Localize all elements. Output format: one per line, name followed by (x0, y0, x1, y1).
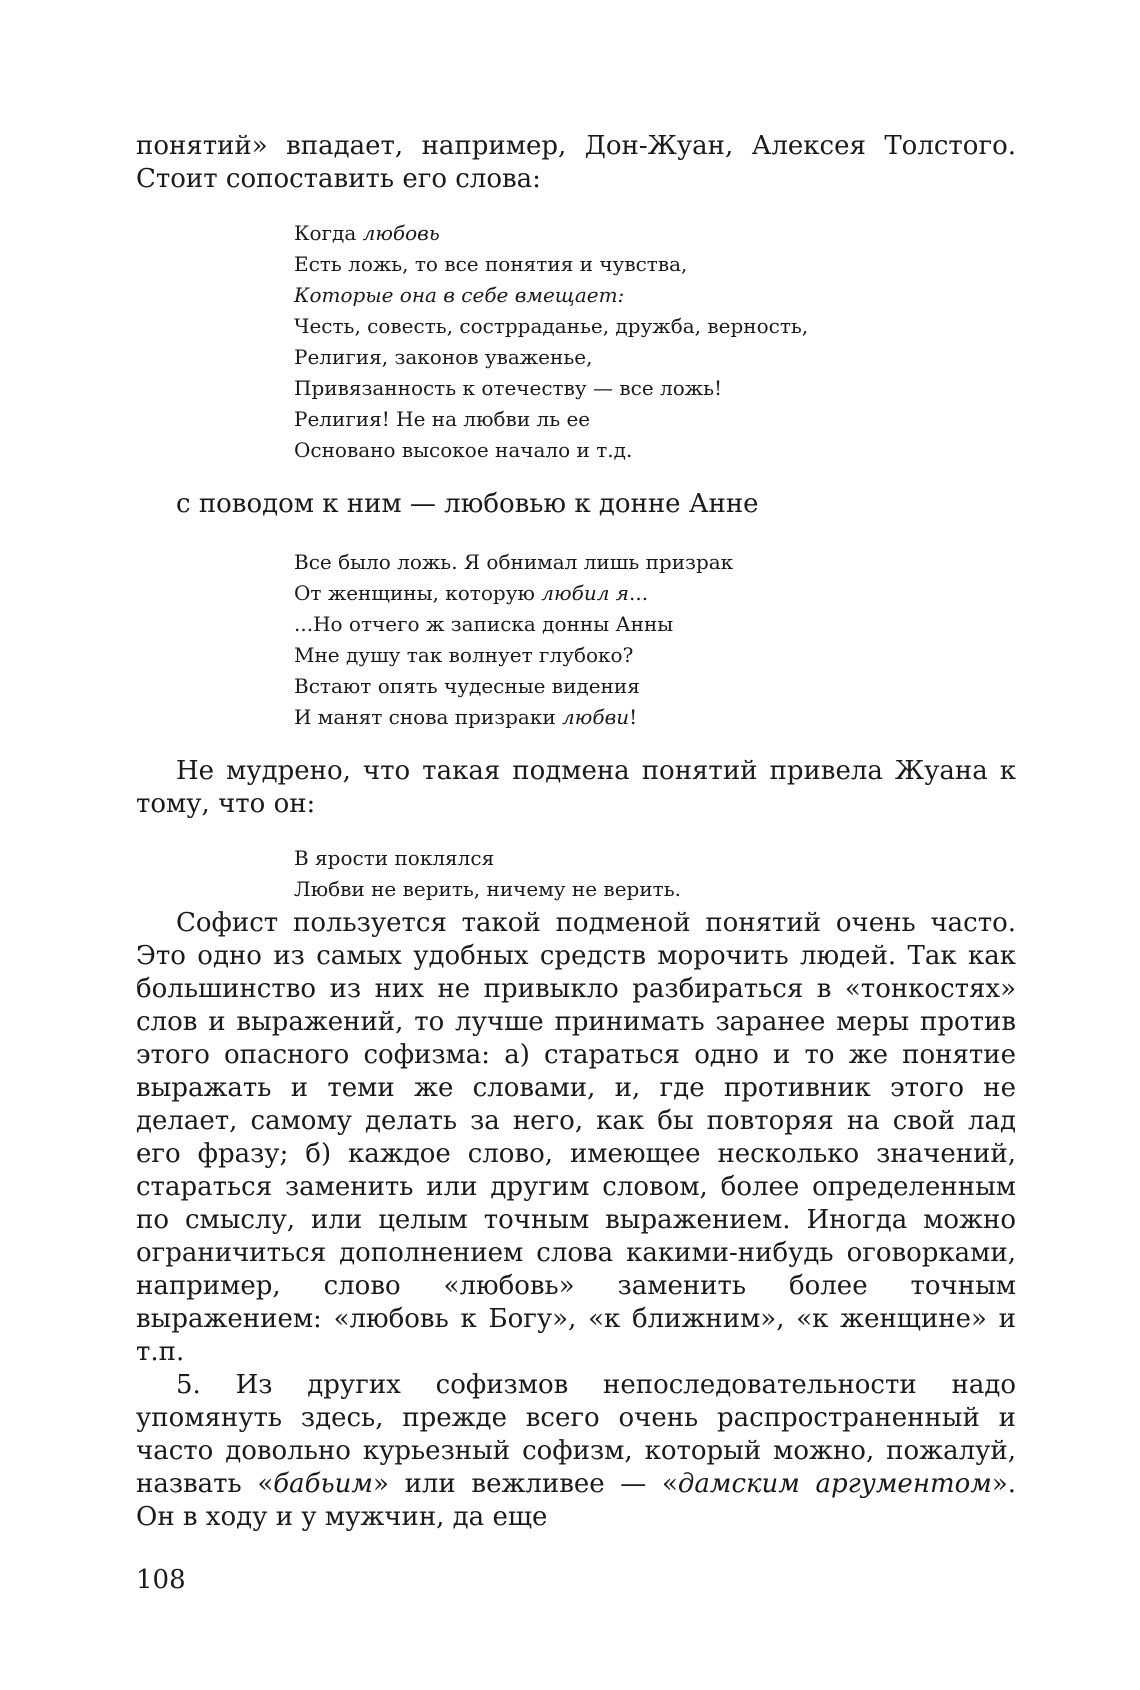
verse-line-run: ...Но отчего ж записка донны Анны (294, 612, 674, 636)
paragraph-3: Софист пользуется такой подменой понятий очень часто. Это одно из самых удобных средств морочить людей. Так как большинство из них не привыкло разбираться в «тонкостях» слов и выражений, то лучше принимать заранее меры против этого опасного софизма: а) стараться одно и то же понятие выражать и теми же словами, и, где противник этого не делает, самому делать за него, как бы повторяя на свой лад его фразу; б) каждое слово, имеющее несколько значений, стараться заменить или другим словом, более определенным по смыслу, или целым точным выражением. Иногда можно ограничиться дополнением слова какими-нибудь оговорками, например, слово «любовь» заменить более точным выражением: «любовь к Богу», «к ближним», «к женщине» и т.п. (136, 908, 1016, 1367)
verse-line (294, 342, 1016, 373)
paragraph-4-run: бабьим (273, 1469, 373, 1499)
verse-line-run: любви (562, 705, 630, 729)
paragraph-4-run: ». Он в ходу и у мужчин, да еще (136, 1469, 1016, 1532)
paragraph-4-run: » или вежливее — « (372, 1469, 678, 1499)
verse-line (294, 843, 1016, 874)
verse-line-run: Которые она в себе вмещает: (294, 283, 625, 307)
transition-line: с поводом к ним — любовью к донне Анне (176, 489, 759, 519)
paragraph-4 (136, 1369, 1016, 1534)
verse-line (294, 373, 1016, 404)
verse-line-run: В ярости поклялся (294, 846, 495, 870)
verse-line (294, 640, 1016, 671)
paragraph-4-run: дамским аргументом (677, 1469, 992, 1499)
verse-line-run: любовь (362, 221, 440, 245)
verse-quote-3 (294, 843, 1016, 905)
verse-line (294, 874, 1016, 905)
verse-line (294, 404, 1016, 435)
verse-line (294, 249, 1016, 280)
verse-line-run: И манят снова призраки (294, 705, 563, 729)
page-number: 108 (136, 1565, 186, 1595)
verse-line (294, 609, 1016, 640)
intro-paragraph: понятий» впадает, например, Дон-Жуан, Алексея Толстого. Стоит сопоставить его слова: (136, 131, 1016, 194)
paragraph-4-run: 5. Из других софизмов непоследовательности надо упомянуть здесь, прежде всего очень распространенный и часто довольно курьезный софизм, который можно, пожалуй, назвать « (136, 1370, 1016, 1499)
verse-line (294, 671, 1016, 702)
verse-line-run: Основано высокое начало и т.д. (294, 438, 633, 462)
verse-line-run: Любви не верить, ничему не верить. (294, 877, 681, 901)
verse-line-run: Честь, совесть, сострраданье, дружба, верность, (294, 314, 809, 338)
verse-line-run: Встают опять чудесные видения (294, 674, 640, 698)
paragraph-2: Не мудрено, что такая подмена понятий привела Жуана к тому, что он: (136, 756, 1016, 819)
verse-line (294, 311, 1016, 342)
page-body (136, 130, 1016, 1534)
verse-line (294, 280, 1016, 311)
verse-quote-1 (294, 218, 1016, 466)
verse-line (294, 578, 1016, 609)
verse-line-run: ... (629, 581, 649, 605)
verse-line-run: Привязанность к отечеству — все ложь! (294, 376, 723, 400)
verse-line-run: Когда (294, 221, 363, 245)
verse-line (294, 435, 1016, 466)
verse-line-run: От женщины, которую (294, 581, 542, 605)
verse-line-run: Религия, законов уваженье, (294, 345, 593, 369)
verse-line-run: Мне душу так волнует глубоко? (294, 643, 634, 667)
verse-line-run: Все было ложь. Я обнимал лишь призрак (294, 550, 734, 574)
verse-line (294, 547, 1016, 578)
verse-line (294, 702, 1016, 733)
verse-quote-2 (294, 547, 1016, 733)
verse-line (294, 218, 1016, 249)
verse-line-run: любил я (541, 581, 630, 605)
verse-line-run: Религия! Не на любви ль ее (294, 407, 591, 431)
verse-line-run: ! (629, 705, 638, 729)
verse-line-run: Есть ложь, то все понятия и чувства, (294, 252, 688, 276)
